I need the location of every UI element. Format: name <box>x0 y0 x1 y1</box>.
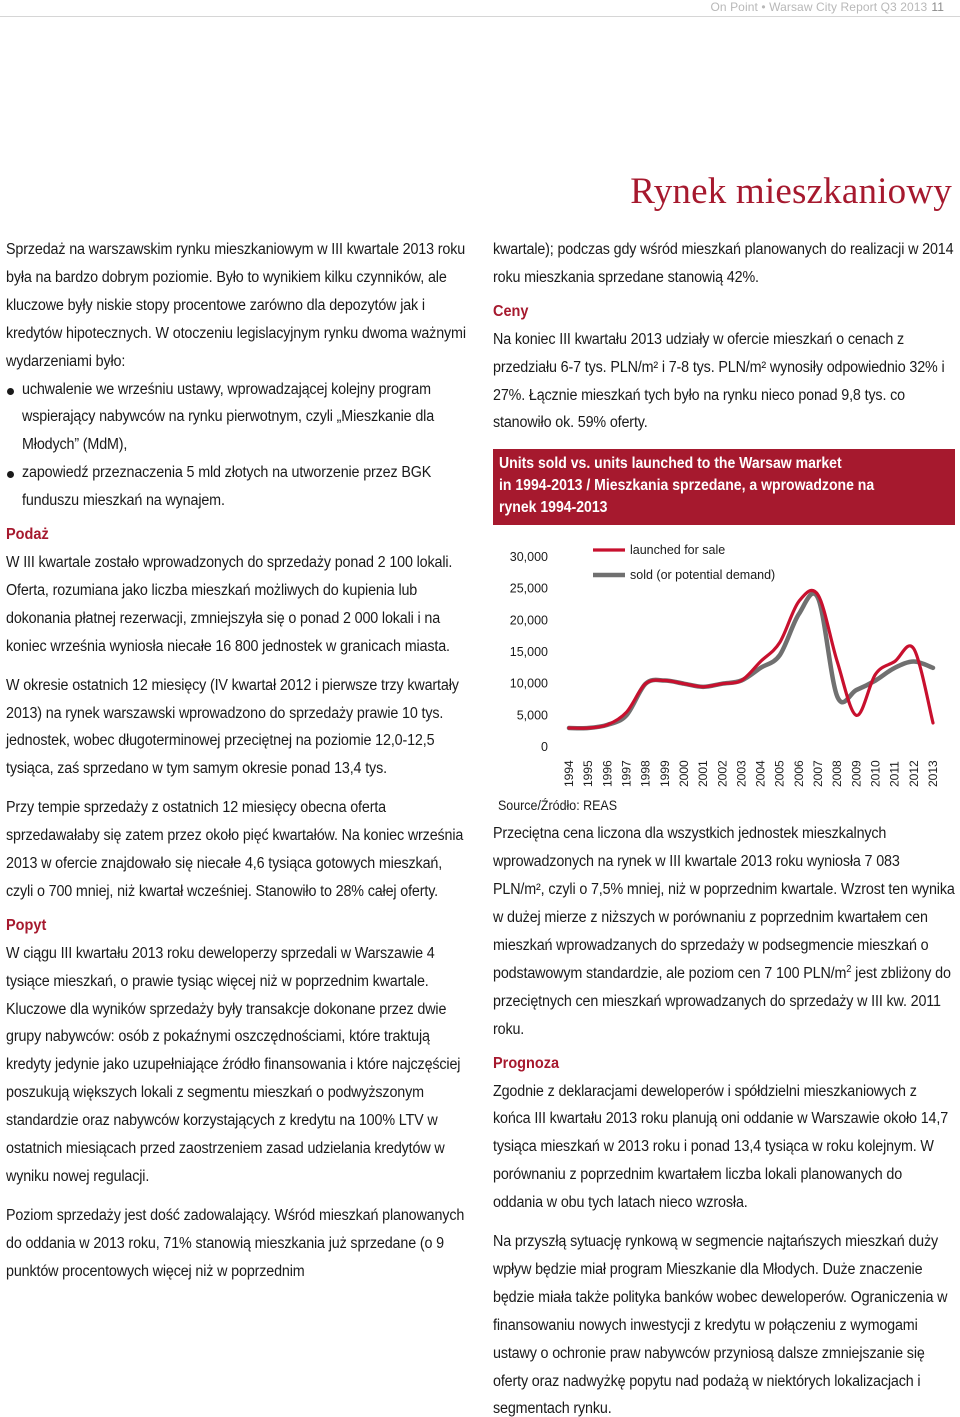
chart-source: Source/Źródło: REAS <box>498 798 618 814</box>
x-tick-label: 2006 <box>791 760 806 788</box>
supply-paragraph-2: W okresie ostatnich 12 miesięcy (IV kwartał 2012 i pierwsze trzy kwartały 2013) na rynek warszawski wprowadzono do sprzedaży prawie 10 tys. jednostek, wobec długoterminowej przeciętnej na poziomie 12,0-12,5 tysiąca, zaś sprzedano w tym samym okresie ponad 13,4 tys. <box>6 676 459 778</box>
x-tick-label: 2007 <box>811 760 826 788</box>
intro-paragraph: Sprzedaż na warszawskim rynku mieszkaniowym w III kwartale 2013 roku była na bardzo dobrym poziomie. Było to wynikiem kilku czynników, ale kluczowe były niskie stopy procentowe zarówno dla depozytów jak i kredytów hipotecznych. W otoczeniu legislacyjnym rynku dwoma ważnymi wydarzeniami było: <box>6 241 466 370</box>
x-tick-label: 2009 <box>849 760 864 788</box>
x-tick-label: 2002 <box>715 760 730 788</box>
page-number: 11 <box>931 0 944 14</box>
y-tick-label: 10,000 <box>509 677 548 692</box>
x-tick-label: 1995 <box>581 760 596 788</box>
chart-title-line-2: in 1994-2013 / Mieszkania sprzedane, a wprowadzone na <box>499 477 875 495</box>
supply-paragraph-1: W III kwartale zostało wprowadzonych do sprzedaży ponad 2 100 lokali. Oferta, rozumiana jako liczba mieszkań możliwych do kupienia lub dokonania płatnej rezerwacji, zmniejszyła się o ponad 2 000 lokali i na koniec września wyniosła niecałe 16 800 jednostek w granicach miasta. <box>6 553 453 655</box>
chart-title-line-3: rynek 1994-2013 <box>499 499 608 517</box>
series-line-launched <box>569 591 933 729</box>
x-tick-label: 2004 <box>753 760 768 788</box>
list-item <box>6 376 468 460</box>
chart-title <box>493 449 955 525</box>
x-tick-label: 2011 <box>887 761 902 788</box>
y-tick-label: 0 <box>541 740 548 755</box>
y-tick-label: 25,000 <box>509 582 548 597</box>
y-tick-label: 15,000 <box>509 645 548 660</box>
x-tick-label: 2010 <box>868 760 883 788</box>
x-tick-label: 2012 <box>906 760 921 788</box>
running-header <box>710 0 944 14</box>
list-item <box>6 459 468 515</box>
x-tick-label: 2005 <box>772 760 787 788</box>
left-column <box>6 236 468 1286</box>
x-tick-label: 2001 <box>696 760 711 788</box>
forecast-paragraph-1: Zgodnie z deklaracjami deweloperów i spółdzielni mieszkaniowych z końca III kwartału 2013 roku planują oni oddanie w Warszawie około 14,7 tysiąca mieszkań w 2013 roku i ponad 13,4 tysiąca w roku kolejnym. W porównaniu z poprzednim kwartałem liczba lokali planowanych do oddania w obu tych latach nieco wzrosła. <box>493 1082 949 1212</box>
prices-text-a: Przeciętna cena liczona dla wszystkich jednostek mieszkalnych wprowadzonych na rynek w III kwartale 2013 roku wyniosła 7 083 PLN/m², czyli o 7,5% mniej, niż w poprzednim kwartale. Wzrost ten wynika w dużej mierze z niższych w porównaniu z poprzednim kwartałem cen mieszkań wprowadzanych do sprzedaży w podsegmencie mieszkań o podstawowym standardzie, ale poziom cen 7 100 PLN/m <box>493 825 955 982</box>
demand-paragraph-2: Poziom sprzedaży jest dość zadowalający. Wśród mieszkań planowanych do oddania w 2013 roku, 71% stanowią mieszkania już sprzedane (o 9 punktów procentowych więcej niż w poprzednim <box>6 1206 465 1280</box>
x-tick-label: 1998 <box>638 760 653 788</box>
series-line-sold <box>569 594 933 729</box>
x-tick-label: 2003 <box>734 760 749 788</box>
supply-heading: Podaż <box>6 526 49 544</box>
x-tick-label: 1994 <box>562 760 576 788</box>
chart-title-line-1: Units sold vs. units launched to the Warsaw market <box>499 455 842 473</box>
x-tick-label: 1997 <box>619 760 634 788</box>
bullet-text-1: uchwalenie we wrześniu ustawy, wprowadzającej kolejny program wspierający nabywców na rynku pierwotnym, czyli „Mieszkanie dla Młodych” (MdM), <box>22 380 435 454</box>
y-tick-label: 30,000 <box>509 550 548 565</box>
header-rule <box>0 16 960 17</box>
chart-canvas <box>493 525 955 820</box>
prices-heading: Ceny <box>493 302 529 320</box>
section-title: Rynek mieszkaniowy <box>630 171 952 212</box>
prices-paragraph-1: Na koniec III kwartału 2013 udziały w ofercie mieszkań o cenach z przedziału 6-7 tys. PLN/m² i 7-8 tys. PLN/m² wynosiły odpowiednio 32% i 27%. Łącznie mieszkań tych było na rynku nieco ponad 9,8 tys. co stanowiło ok. 59% oferty. <box>493 330 945 432</box>
y-tick-label: 5,000 <box>516 708 548 723</box>
x-tick-label: 1996 <box>600 760 615 788</box>
forecast-heading: Prognoza <box>493 1054 560 1072</box>
supply-paragraph-3: Przy tempie sprzedaży z ostatnich 12 miesięcy obecna oferta sprzedawałaby się zatem przez około pięć kwartałów. Na koniec września 2013 w ofercie znajdowało się niecałe 4,6 tysiąca gotowych mieszkań, czyli o 700 mniej, niż kwartał wcześniej. Stanowiło to 28% całej oferty. <box>6 799 464 900</box>
units-chart <box>493 525 955 820</box>
demand-heading: Popyt <box>6 916 47 934</box>
superscript: 2 <box>846 963 852 975</box>
legend-label-sold: sold (or potential demand) <box>630 568 776 583</box>
bullet-text-2: zapowiedź przeznaczenia 5 mld złotych na utworzenie przez BGK funduszu mieszkań na wynajem. <box>22 464 432 510</box>
forecast-paragraph-2: Na przyszłą sytuację rynkową w segmencie najtańszych mieszkań duży wpływ będzie miał program Mieszkanie dla Młodych. Duże znaczenie będzie miała także polityka banków wobec deweloperów. Ograniczenia w finansowaniu nowych inwestycji z kredytu w połączeniu z wymogami ustawy o ochronie praw nabywców przyniosą dalsze zmniejszanie się oferty oraz nadwyżkę popytu nad podażą w niektórych lokalizacjach i segmentach rynku. <box>493 1233 948 1417</box>
right-column <box>493 236 955 1417</box>
prices-text-b: jest zbliżony do przeciętnych cen mieszkań wprowadzanych do sprzedaży w III kw. 2011 roku. <box>493 964 951 1038</box>
x-tick-label: 2000 <box>676 760 691 788</box>
demand-paragraph-1: W ciągu III kwartału 2013 roku deweloperzy sprzedali w Warszawie 4 tysiące mieszkań, o prawie tysiąc więcej niż w poprzednim kwartale. Kluczowe dla wyników sprzedaży były transakcje dokonane przez dwie grupy nabywców: osób z pokaźnymi oszczędnościami, które traktują kredyty jedynie jako uzupełniające źródło finansowania i które najczęściej poszukują większych lokali z segmentu mieszkań o podwyższonym standardzie oraz nabywców korzystających z kredytu na 100% LTV w ostatnich miesiącach przed zaostrzeniem zasad udzielania kredytów w wyniku nowej regulacji. <box>6 944 461 1185</box>
legend-label-launched: launched for sale <box>630 543 726 558</box>
continuation-paragraph: kwartale); podczas gdy wśród mieszkań planowanych do realizacji w 2014 roku mieszkania sprzedane stanowią 42%. <box>493 241 954 286</box>
legislation-list <box>6 376 468 516</box>
running-title: On Point • Warsaw City Report Q3 2013 <box>710 0 928 14</box>
x-tick-label: 2013 <box>926 760 940 788</box>
prices-paragraph-2 <box>493 820 955 1043</box>
x-tick-label: 1999 <box>657 760 672 788</box>
x-tick-label: 2008 <box>830 760 845 788</box>
y-tick-label: 20,000 <box>509 613 548 628</box>
